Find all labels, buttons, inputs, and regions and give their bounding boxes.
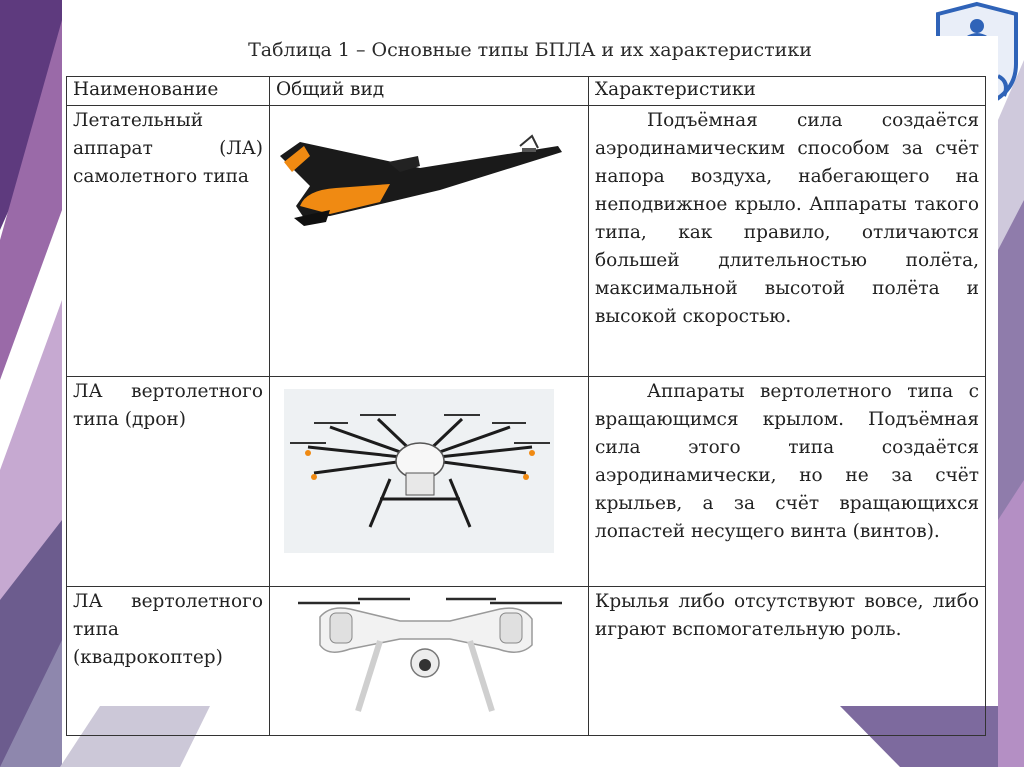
table-header-row (67, 77, 986, 106)
fixed-wing-uav-image (270, 106, 576, 358)
row-image-cell (270, 376, 589, 587)
quadcopter-drone-image (270, 587, 576, 725)
table-row (67, 376, 986, 587)
document-page (62, 36, 998, 706)
header-characteristics: Характеристики (589, 77, 986, 106)
row-characteristics: Аппараты вертолетного типа с вращающимся крылом. Подъёмная сила этого типа создаётся аэродинамически, но не за счёт крыльев, а за счёт вращающихся лопастей несущего винта (винтов). (589, 376, 986, 587)
table-row (67, 587, 986, 736)
uav-types-table (66, 76, 986, 736)
table-row (67, 105, 986, 376)
header-view: Общий вид (270, 77, 589, 106)
table-title: Таблица 1 – Основные типы БПЛА и их характеристики (248, 39, 812, 61)
octocopter-drone-image (270, 377, 576, 573)
right-stripe-low (998, 480, 1024, 767)
row-image-cell (270, 587, 589, 736)
row-image-cell (270, 105, 589, 376)
row-characteristics: Подъёмная сила создаётся аэродинамическим способом за счёт напора воздуха, набегающего на неподвижное крыло. Аппараты такого типа, как правило, отличаются большей длительностью полёта, максимальной высотой полёта и высокой скоростью. (589, 105, 986, 376)
row-name: ЛА вертолетного типа (дрон) (67, 376, 270, 587)
row-name: ЛА вертолетного типа (квадрокоптер) (67, 587, 270, 736)
row-name: Летательный аппарат (ЛА) самолетного типа (67, 105, 270, 376)
header-name: Наименование (67, 77, 270, 106)
row-characteristics: Крылья либо отсутствуют вовсе, либо играют вспомогательную роль. (589, 587, 986, 736)
